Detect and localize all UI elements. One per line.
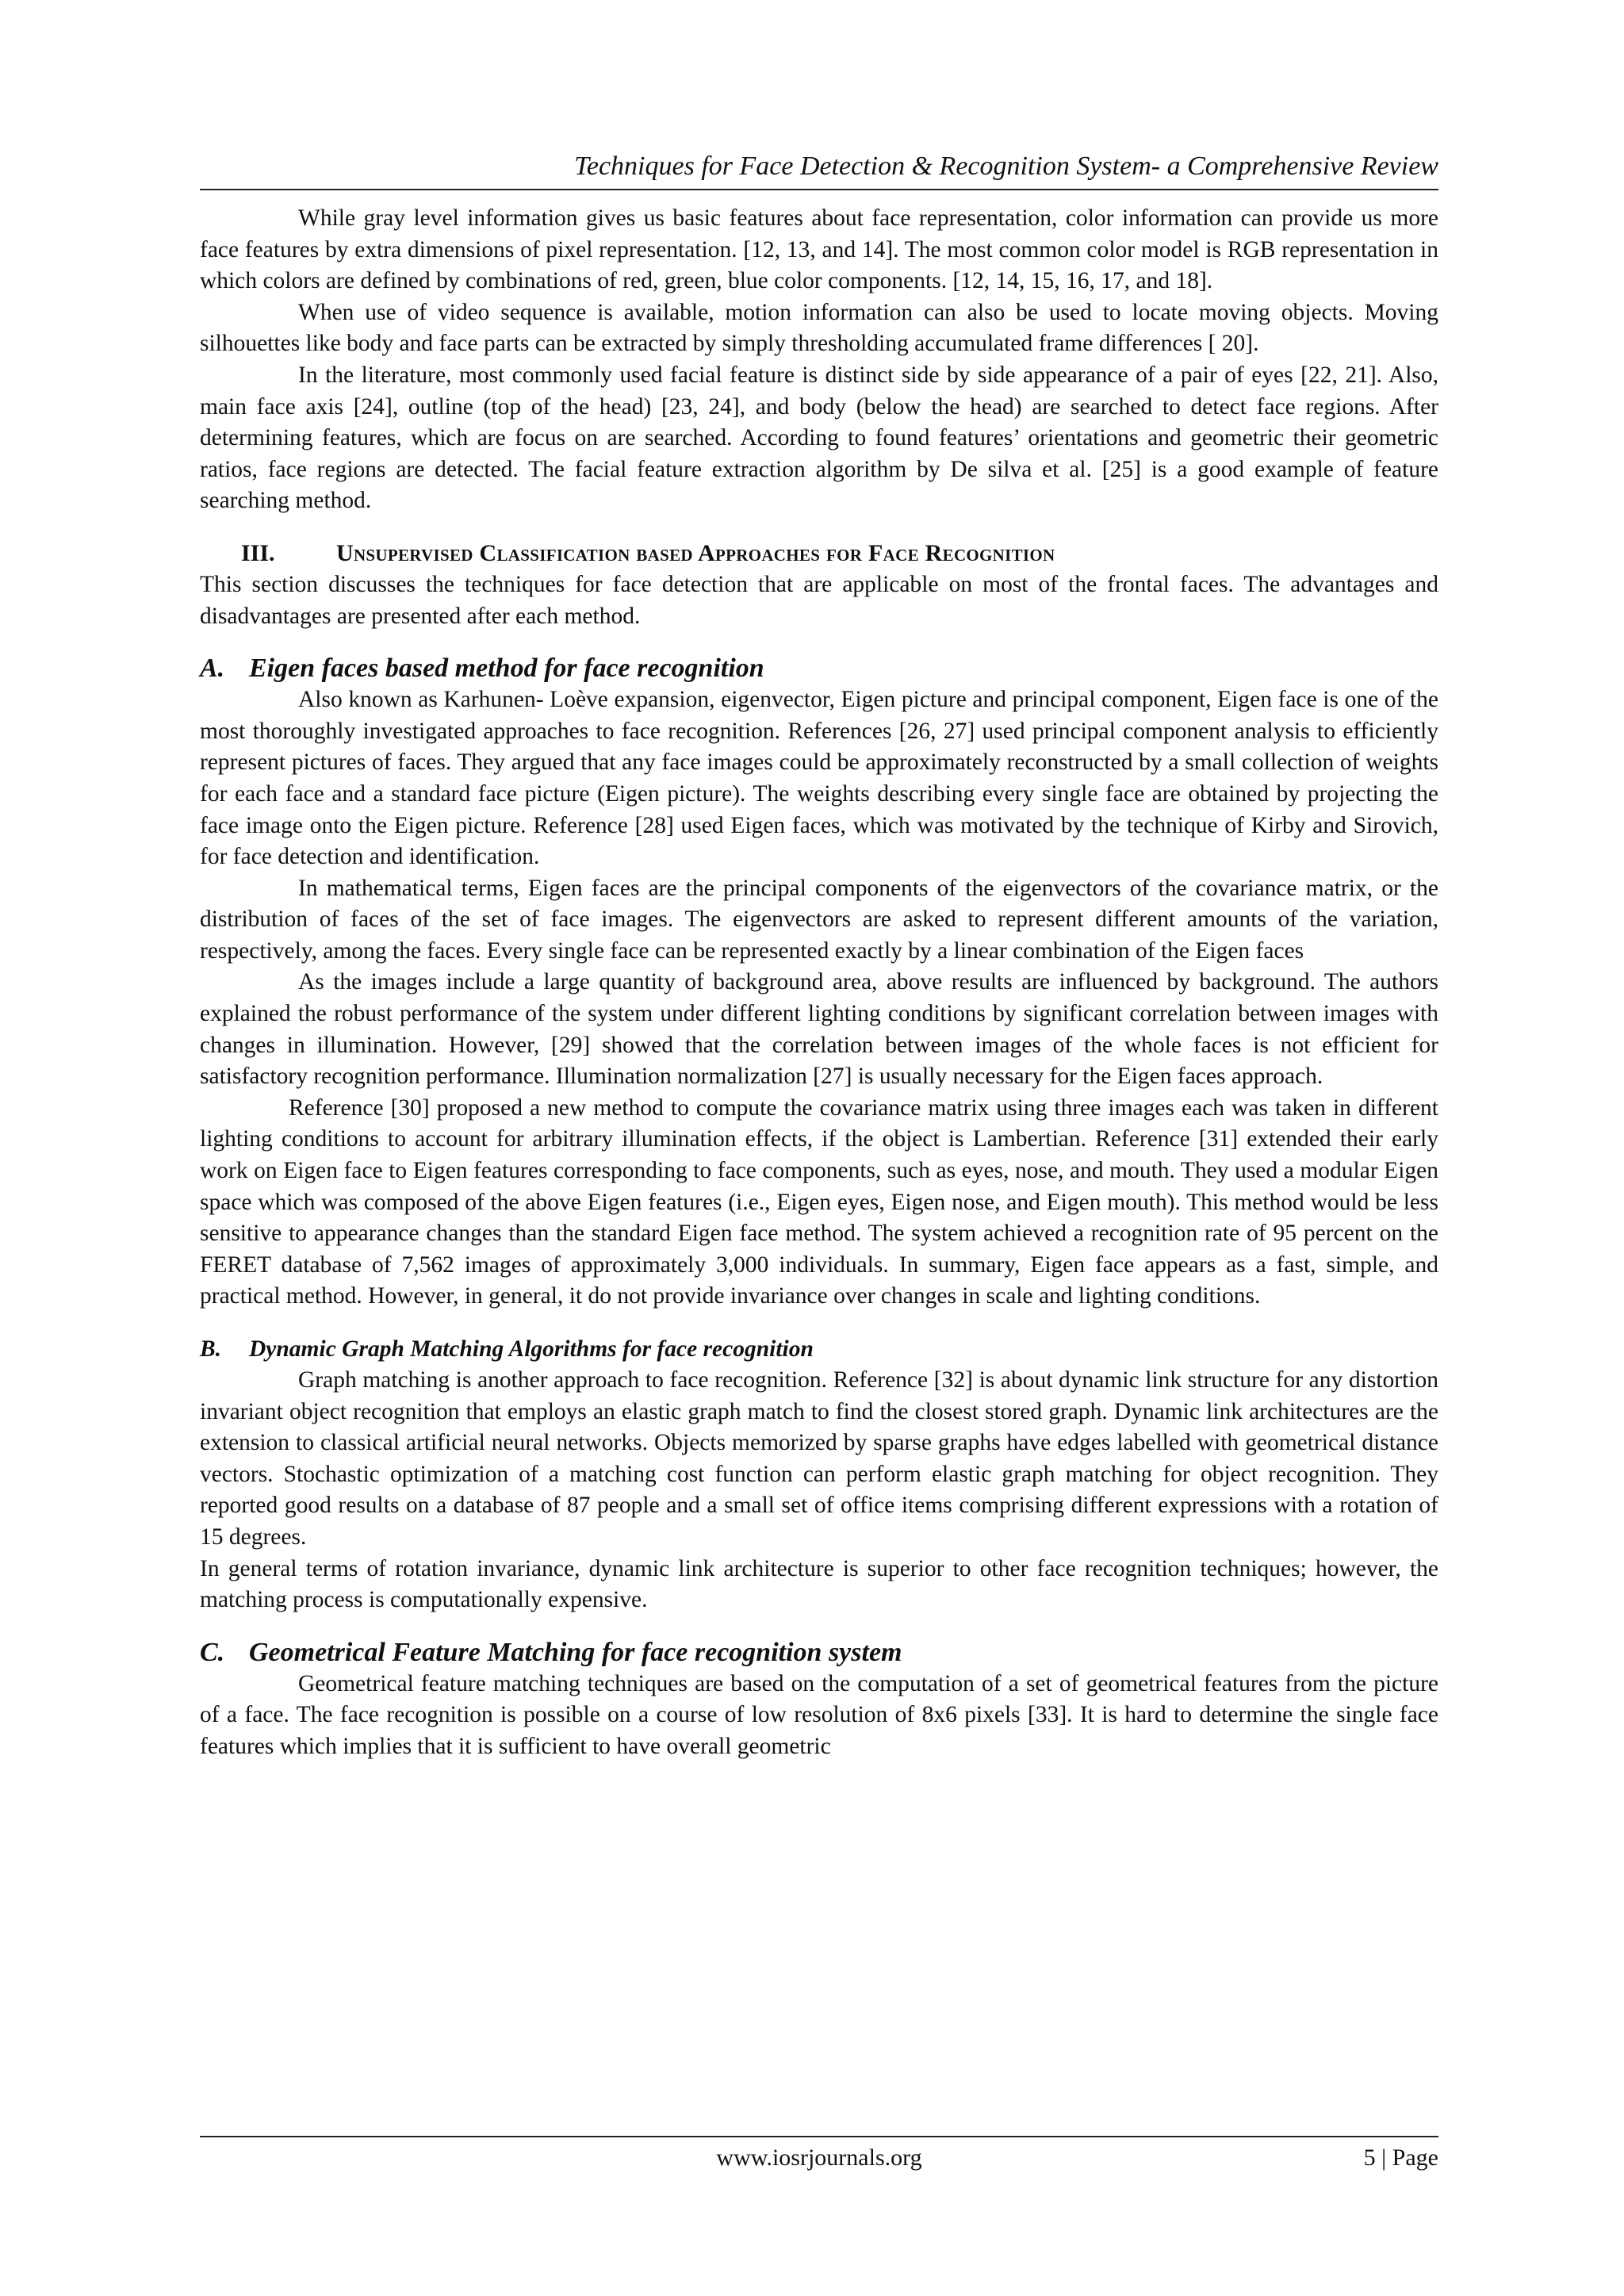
- subsection-a-heading: [200, 653, 1438, 684]
- subsection-a-title: Eigen faces based method for face recognition: [249, 654, 764, 684]
- section-3-heading: [200, 538, 1438, 569]
- page-content: [200, 151, 1438, 1763]
- section-3-intro: This section discusses the techniques for face detection that are applicable on most of the frontal faces. The advantages and disadvantages are presented after each method.: [200, 571, 1438, 629]
- subsection-a-paragraph-4: Reference [30] proposed a new method to compute the covariance matrix using three images each was taken in different lighting conditions to account for arbitrary illumination effects, if the object is Lambertian. Reference [31] extended their early work on Eigen face to Eigen features corresponding to face components, such as eyes, nose, and mouth. They used a modular Eigen space which was composed of the above Eigen features (i.e., Eigen eyes, Eigen nose, and Eigen mouth). This method would be less sensitive to appearance changes than the standard Eigen face method. The system achieved a recognition rate of 95 percent on the FERET database of 7,562 images of approximately 3,000 individuals. In summary, Eigen face appears as a fast, simple, and practical method. However, in general, it do not provide invariance over changes in scale and lighting conditions.: [200, 1094, 1438, 1309]
- intro-paragraph-features: In the literature, most commonly used facial feature is distinct side by side appearance of a pair of eyes [22, 21]. Also, main face axis [24], outline (top of the head) [23, 24], and body (below the head) are searched to detect face regions. After determining features, which are focus on are searched. According to found features’ orientations and geometric their geometric ratios, face regions are detected. The facial feature extraction algorithm by De silva et al. [25] is a good example of feature searching method.: [200, 362, 1438, 514]
- intro-paragraph-color: While gray level information gives us basic features about face representation, color information can provide us more face features by extra dimensions of pixel representation. [12, 13, and 14]. The most common color model is RGB representation in which colors are defined by combinations of red, green, blue color components. [12, 14, 15, 16, 17, and 18].: [200, 205, 1438, 294]
- page-footer: [200, 2136, 1438, 2174]
- running-header: Techniques for Face Detection & Recognition System- a Comprehensive Review: [200, 151, 1438, 190]
- section-3-title: Unsupervised Classification based Approaches for Face Recognition: [336, 539, 1055, 566]
- subsection-b-paragraph-2: In general terms of rotation invariance, dynamic link architecture is superior to other face recognition techniques; however, the matching process is computationally expensive.: [200, 1555, 1438, 1613]
- page-number: 5 | Page: [1363, 2145, 1438, 2171]
- subsection-c-title: Geometrical Feature Matching for face recognition system: [249, 1637, 902, 1667]
- subsection-b-letter: B.: [200, 1336, 222, 1362]
- subsection-a-paragraph-3: As the images include a large quantity of background area, above results are influenced by background. The authors explained the robust performance of the system under different lighting conditions by significant correlation between images with changes in illumination. However, [29] showed that the correlation between images of the whole faces is not efficient for satisfactory recognition performance. Illumination normalization [27] is usually necessary for the Eigen faces approach.: [200, 969, 1438, 1090]
- subsection-b-paragraph-1: Graph matching is another approach to face recognition. Reference [32] is about dynamic link structure for any distortion invariant object recognition that employs an elastic graph match to find the closest stored graph. Dynamic link architectures are the extension to classical artificial neural networks. Objects memorized by sparse graphs have edges labelled with geometrical distance vectors. Stochastic optimization of a matching cost function can perform elastic graph matching for object recognition. They reported good results on a database of 87 people and a small set of office items comprising different expressions with a rotation of 15 degrees.: [200, 1367, 1438, 1550]
- subsection-a-paragraph-1: Also known as Karhunen- Loève expansion, eigenvector, Eigen picture and principal component, Eigen face is one of the most thoroughly investigated approaches to face recognition. References [26, 27] used principal component analysis to efficiently represent pictures of faces. They argued that any face images could be approximately reconstructed by a small collection of weights for each face and a standard face picture (Eigen picture). The weights describing every single face are obtained by projecting the face image onto the Eigen picture. Reference [28] used Eigen faces, which was motivated by the technique of Kirby and Sirovich, for face detection and identification.: [200, 687, 1438, 870]
- subsection-a-paragraph-2: In mathematical terms, Eigen faces are the principal components of the eigenvectors of the covariance matrix, or the distribution of faces of the set of face images. The eigenvectors are asked to represent different amounts of the variation, respectively, among the faces. Every single face can be represented exactly by a linear combination of the Eigen faces: [200, 875, 1438, 964]
- body-text: [200, 203, 1438, 1763]
- intro-paragraph-motion: When use of video sequence is available, motion information can also be used to locate moving objects. Moving silhouettes like body and face parts can be extracted by simply thresholding accumulated frame differences [ 20].: [200, 299, 1438, 357]
- section-3-number: III.: [241, 539, 275, 566]
- subsection-c-letter: C.: [200, 1637, 225, 1667]
- journal-website: www.iosrjournals.org: [716, 2145, 922, 2171]
- subsection-b-title: Dynamic Graph Matching Algorithms for face recognition: [249, 1336, 814, 1362]
- subsection-c-heading: [200, 1637, 1438, 1669]
- subsection-a-letter: A.: [200, 654, 225, 684]
- subsection-c-paragraph-1: Geometrical feature matching techniques are based on the computation of a set of geometrical features from the picture of a face. The face recognition is possible on a course of low resolution of 8x6 pixels [33]. It is hard to determine the single face features which implies that it is sufficient to have overall geometric: [200, 1670, 1438, 1759]
- subsection-b-heading: [200, 1333, 1438, 1365]
